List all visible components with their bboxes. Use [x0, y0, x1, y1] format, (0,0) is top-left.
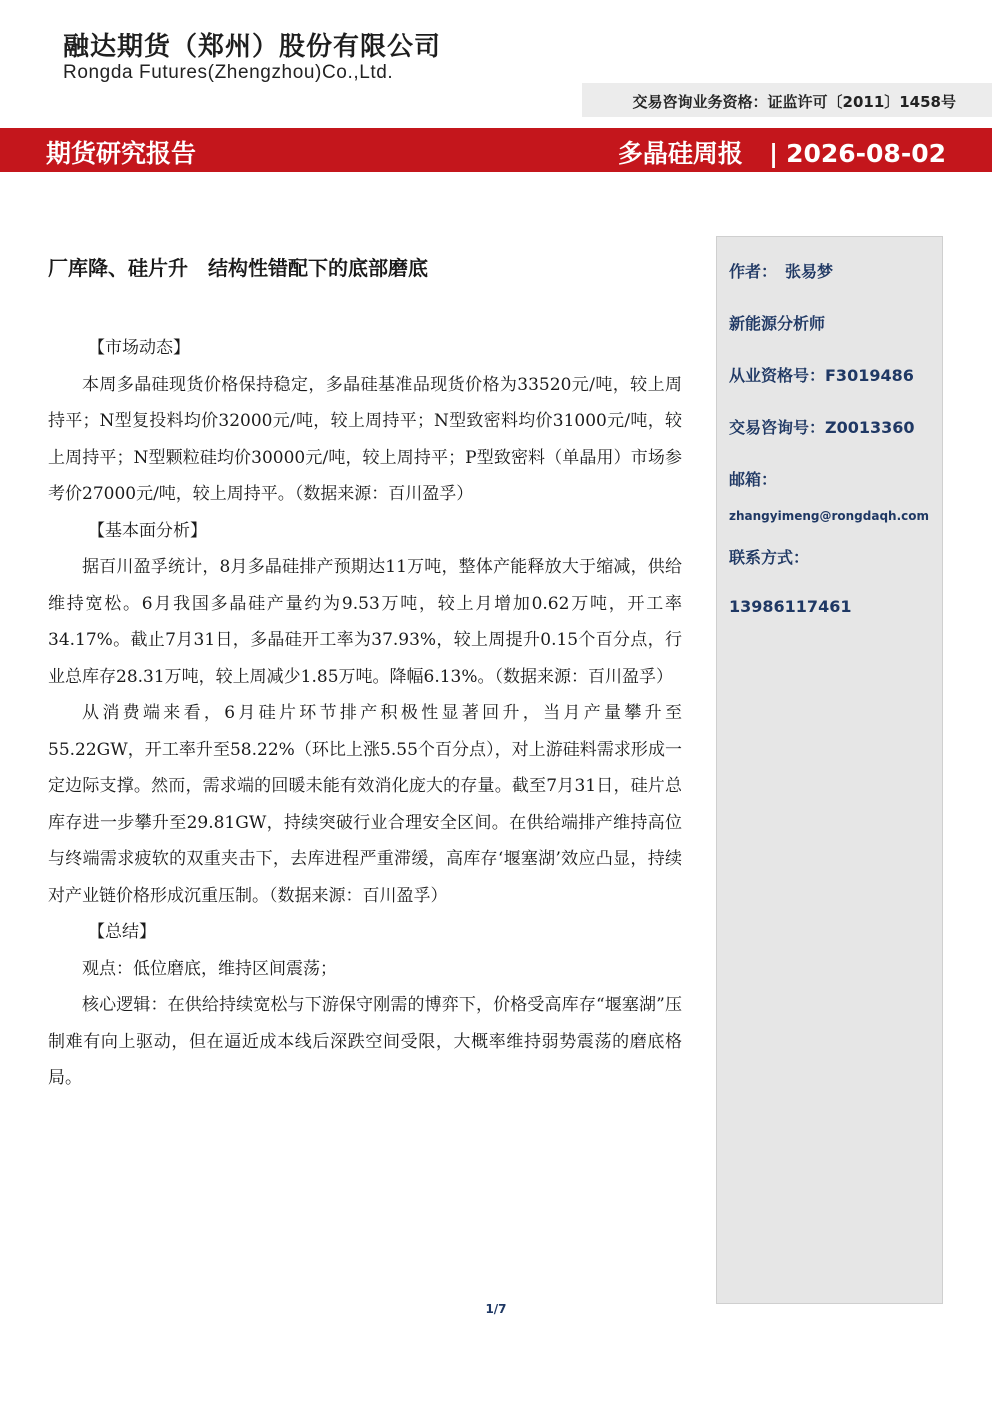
contact-label: 联系方式： [729, 548, 810, 567]
paragraph-demand: 从消费端来看，6月硅片环节排产积极性显著回升，当月产量攀升至55.22GW，开工率升至58.22%（环比上涨5.55个百分点），对上游硅料需求形成一定边际支撑。然而，需求端的回暖未能有效消化庞大的存量。截至7月31日，硅片总库存进一步攀升至29.81GW，持续突破行业合理安全区间。在供给端排产维持高位与终端需求疲软的双重夹击下，去库进程严重滞缓，高库存‘堰塞湖’效应凸显，持续对产业链价格形成沉重压制。（数据来源：百川盈孚） [48, 703, 682, 906]
report-date: 2026-08-02 [786, 139, 946, 168]
report-banner [0, 128, 992, 172]
section-title-market: 【市场动态】 [88, 338, 190, 358]
license-bar [582, 83, 992, 117]
company-name-en: Rongda Futures(Zhengzhou)Co.,Ltd. [63, 62, 394, 83]
author-name: 作者： 张易梦 [729, 262, 834, 281]
page-number: 1/7 [485, 1302, 507, 1316]
qualification-number: 从业资格号：F3019486 [729, 366, 914, 385]
article-body [48, 330, 682, 1097]
consult-number: 交易咨询号：Z0013360 [729, 418, 915, 437]
author-title: 新能源分析师 [729, 314, 826, 333]
author-sidebar [716, 236, 943, 1304]
article-headline: 厂库降、硅片升 结构性错配下的底部磨底 [48, 256, 428, 280]
phone-number: 13986117461 [729, 597, 852, 616]
report-category: 期货研究报告 [46, 139, 197, 168]
report-type: 多晶硅周报 [617, 139, 743, 168]
paragraph-supply: 据百川盈孚统计，8月多晶硅排产预期达11万吨，整体产能释放大于缩减，供给维持宽松。6月我国多晶硅产量约为9.53万吨，较上月增加0.62万吨，开工率34.17%。截止7月31日，多晶硅开工率为37.93%，较上周提升0.15个百分点，行业总库存28.31万吨，较上周减少1.85万吨。降幅6.13%。（数据来源：百川盈孚） [48, 557, 682, 687]
summary-logic: 核心逻辑：在供给持续宽松与下游保守刚需的博弈下，价格受高库存“堰塞湖”压制难有向上驱动，但在逼近成本线后深跌空间受限，大概率维持弱势震荡的磨底格局。 [48, 995, 682, 1088]
section-title-summary: 【总结】 [88, 922, 156, 942]
report-meta [618, 134, 946, 170]
email-label: 邮箱： [729, 470, 778, 489]
report-separator: | [768, 139, 779, 168]
email-address[interactable]: zhangyimeng@rongdaqh.com [729, 509, 930, 523]
license-text: 交易咨询业务资格：证监许可〔2011〕1458号 [632, 93, 956, 111]
paragraph-market: 本周多晶硅现货价格保持稳定，多晶硅基准品现货价格为33520元/吨，较上周持平；N型复投料均价32000元/吨，较上周持平；N型致密料均价31000元/吨，较上周持平；N型颗粒硅均价30000元/吨，较上周持平；P型致密料（单晶用）市场参考价27000元/吨，较上周持平。（数据来源：百川盈孚） [48, 374, 682, 504]
company-name-cn: 融达期货（郑州）股份有限公司 [63, 32, 442, 62]
section-title-fundamentals: 【基本面分析】 [88, 520, 207, 541]
summary-view: 观点：低位磨底，维持区间震荡； [82, 958, 337, 979]
